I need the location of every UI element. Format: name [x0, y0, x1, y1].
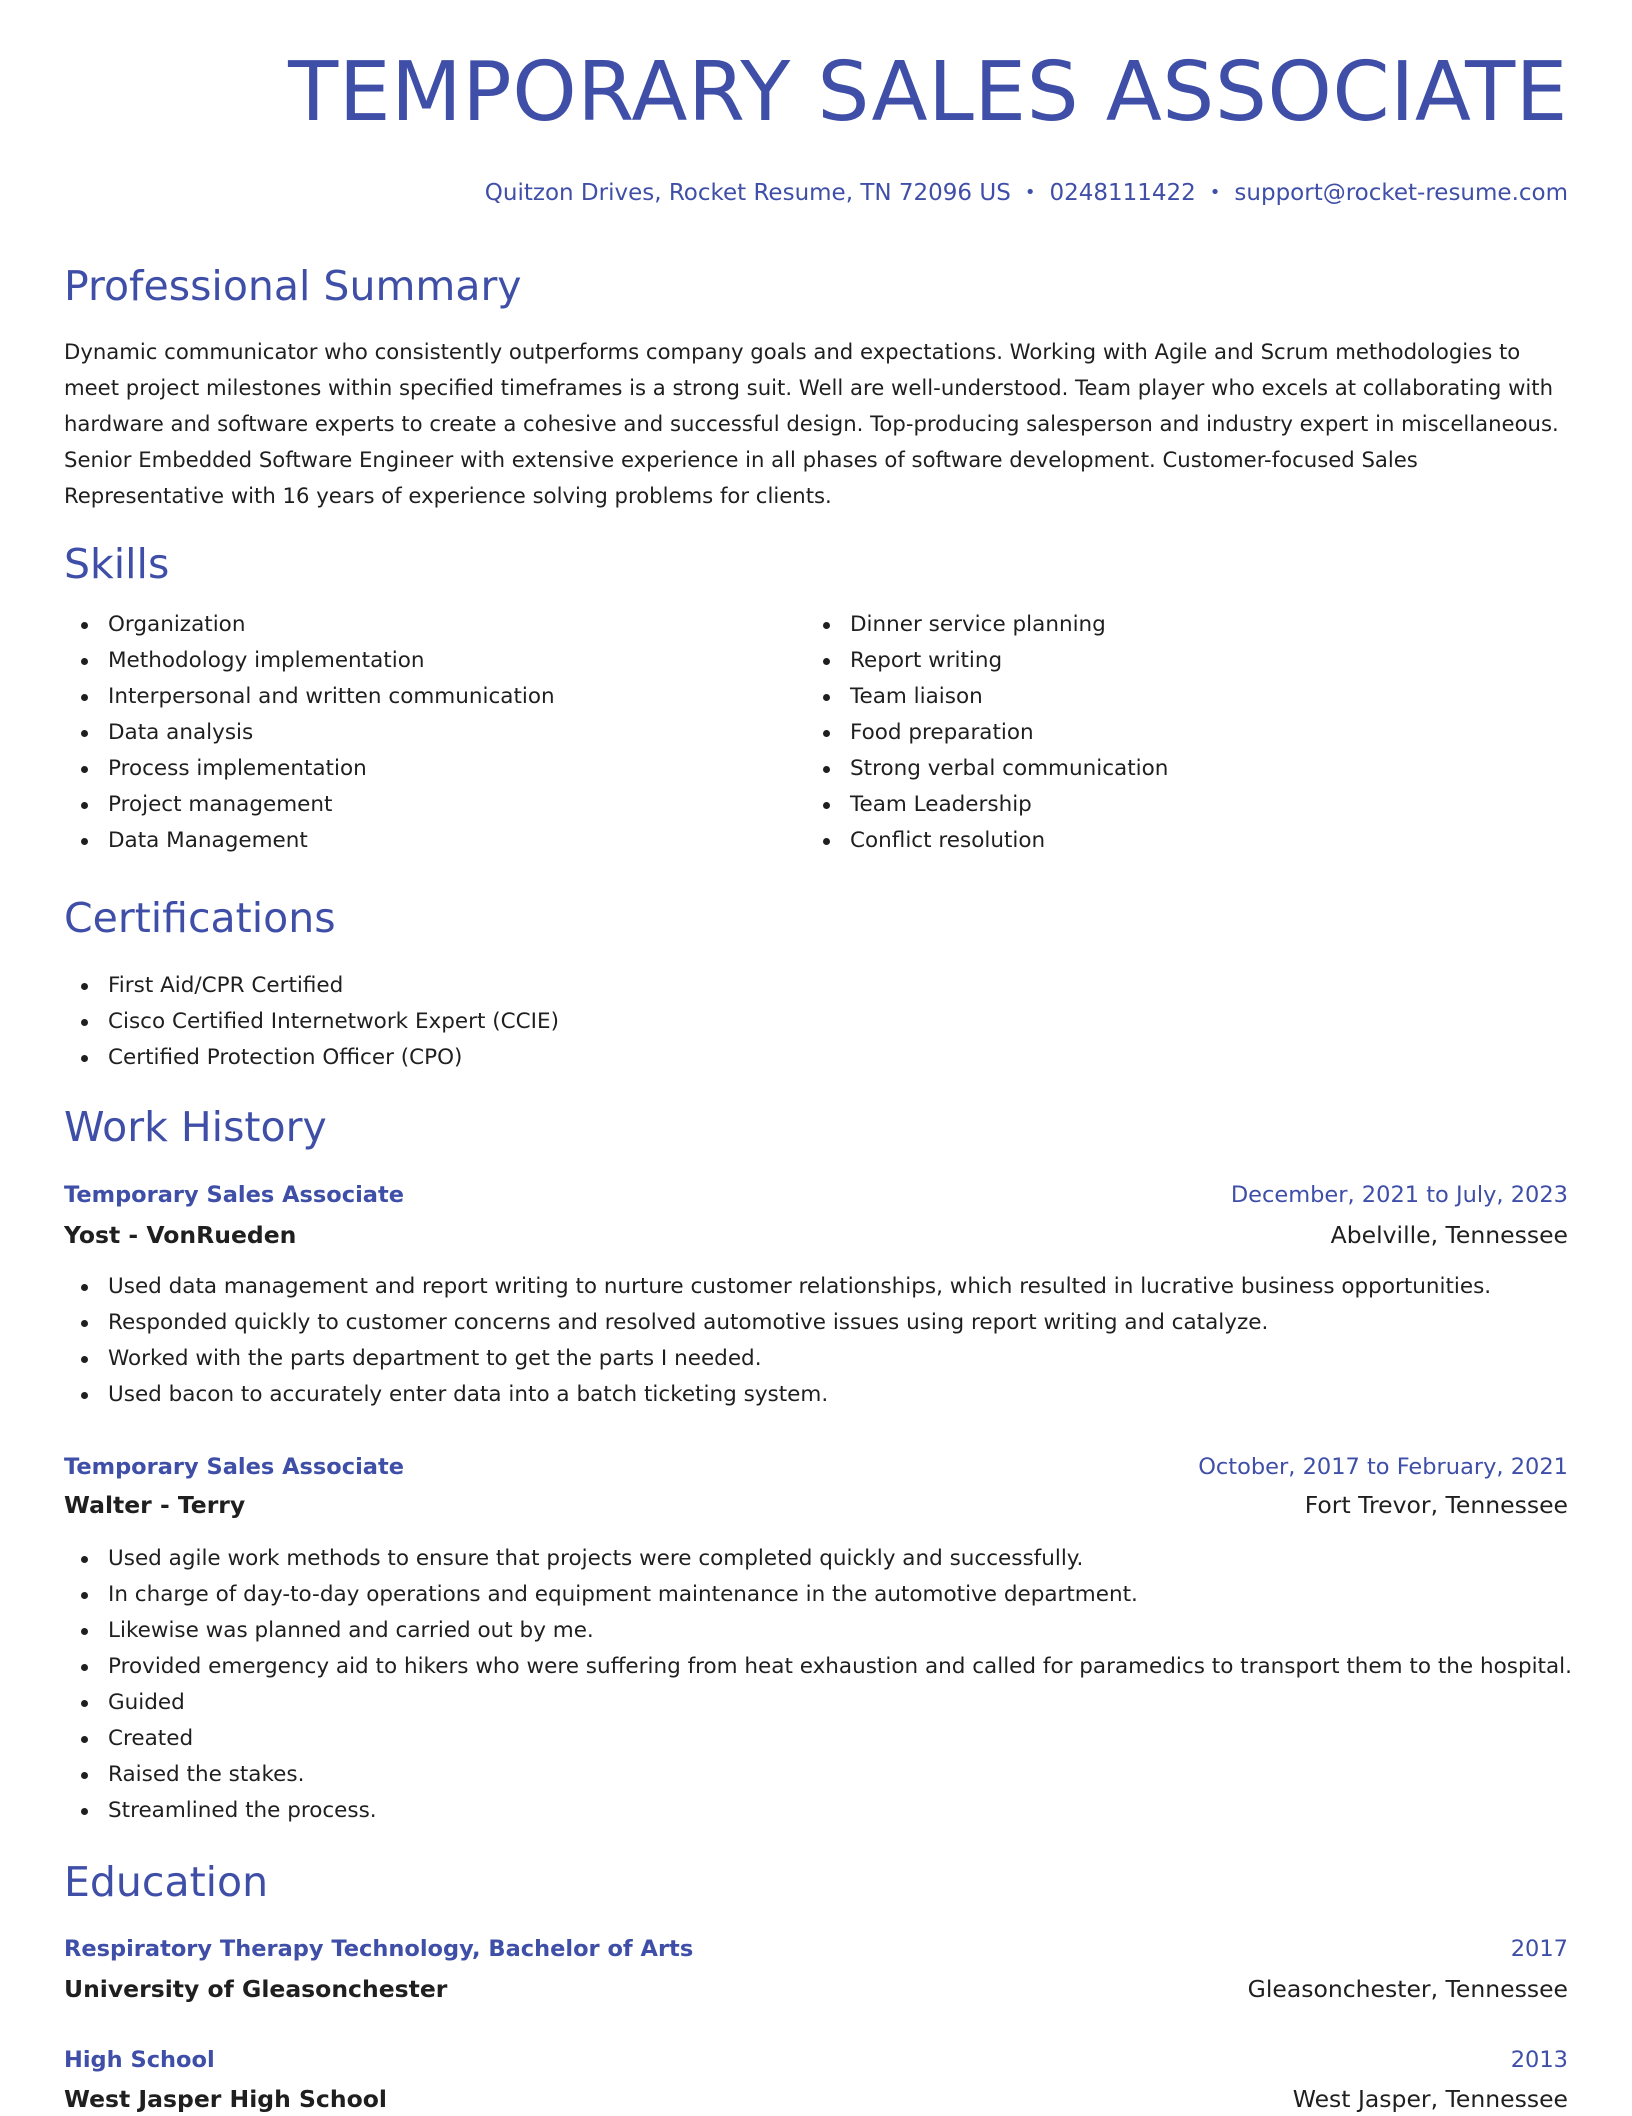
job-duty: Guided	[64, 1685, 1572, 1721]
contact-separator: •	[1209, 182, 1221, 203]
education-school-row	[64, 1972, 1568, 2006]
job-duty: Worked with the parts department to get the parts I needed.	[64, 1341, 1491, 1377]
job-company: Walter - Terry	[64, 1491, 246, 1519]
job-duty: Created	[64, 1721, 1572, 1757]
education-school: University of Gleasonchester	[64, 1975, 448, 2003]
skills-list-left	[64, 607, 555, 859]
job-company-row	[64, 1488, 1568, 1522]
job-title: Temporary Sales Associate	[64, 1182, 404, 1208]
education-school-row	[64, 2082, 1568, 2116]
certifications-list	[64, 968, 559, 1076]
skill-item: Team Leadership	[806, 787, 1168, 823]
job-duty: Responded quickly to customer concerns and resolved automotive issues using report writing and catalyze.	[64, 1305, 1491, 1341]
skill-item: Process implementation	[64, 751, 555, 787]
job-duties-list	[64, 1269, 1491, 1413]
work-history-heading: Work History	[64, 1103, 327, 1151]
job-header	[64, 1178, 1568, 1212]
skill-item: Data analysis	[64, 715, 555, 751]
education-location: West Jasper, Tennessee	[1292, 2085, 1568, 2113]
job-duty: Used agile work methods to ensure that projects were completed quickly and successfully.	[64, 1541, 1572, 1577]
education-degree: High School	[64, 2047, 215, 2073]
certification-item: Cisco Certified Internetwork Expert (CCIE)	[64, 1004, 559, 1040]
skills-heading: Skills	[64, 540, 170, 588]
education-year: 2013	[1510, 2047, 1568, 2073]
skill-item: Dinner service planning	[806, 607, 1168, 643]
skill-item: Conflict resolution	[806, 823, 1168, 859]
job-header	[64, 1450, 1568, 1484]
job-duty: Provided emergency aid to hikers who were suffering from heat exhaustion and called for paramedics to transport them to the hospital.	[64, 1649, 1572, 1685]
skill-item: Data Management	[64, 823, 555, 859]
job-location: Abelville, Tennessee	[1330, 1221, 1568, 1249]
job-company: Yost - VonRueden	[64, 1221, 297, 1249]
job-title: Temporary Sales Associate	[64, 1454, 404, 1480]
job-duties-list	[64, 1541, 1572, 1829]
education-degree: Respiratory Therapy Technology, Bachelor of Arts	[64, 1936, 694, 1962]
contact-email[interactable]: support@rocket-resume.com	[1234, 180, 1568, 206]
summary-heading: Professional Summary	[64, 262, 522, 310]
skill-item: Project management	[64, 787, 555, 823]
skill-item: Report writing	[806, 643, 1168, 679]
job-duty: Used bacon to accurately enter data into a batch ticketing system.	[64, 1377, 1491, 1413]
education-school: West Jasper High School	[64, 2085, 387, 2113]
job-dates: December, 2021 to July, 2023	[1230, 1182, 1568, 1208]
certification-item: Certified Protection Officer (CPO)	[64, 1040, 559, 1076]
job-duty: In charge of day-to-day operations and equipment maintenance in the automotive department.	[64, 1577, 1572, 1613]
skill-item: Team liaison	[806, 679, 1168, 715]
skill-item: Organization	[64, 607, 555, 643]
skill-item: Strong verbal communication	[806, 751, 1168, 787]
summary-text: Dynamic communicator who consistently outperforms company goals and expectations. Working with Agile and Scrum methodologies to meet project milestones within specified timeframes is a strong suit. Well are well-understood. Team player who excels at collaborating with hardware and software experts to create a cohesive and successful design. Top-producing salesperson and industry expert in miscellaneous. Senior Embedded Software Engineer with extensive experience in all phases of software development. Customer-focused Sales Representative with 16 years of experience solving problems for clients.	[64, 339, 1559, 508]
skill-item: Food preparation	[806, 715, 1168, 751]
job-duty: Likewise was planned and carried out by me.	[64, 1613, 1572, 1649]
education-header	[64, 2043, 1568, 2077]
education-location: Gleasonchester, Tennessee	[1247, 1975, 1568, 2003]
skill-item: Methodology implementation	[64, 643, 555, 679]
certification-item: First Aid/CPR Certified	[64, 968, 559, 1004]
job-duty: Raised the stakes.	[64, 1757, 1572, 1793]
skill-item: Interpersonal and written communication	[64, 679, 555, 715]
job-duty: Used data management and report writing to nurture customer relationships, which resulted in lucrative business opportunities.	[64, 1269, 1491, 1305]
job-location: Fort Trevor, Tennessee	[1304, 1491, 1568, 1519]
resume-title: TEMPORARY SALES ASSOCIATE	[288, 45, 1568, 140]
certifications-heading: Certifications	[64, 894, 336, 942]
education-header	[64, 1932, 1568, 1966]
skills-list-right	[806, 607, 1168, 859]
job-duty: Streamlined the process.	[64, 1793, 1572, 1829]
job-company-row	[64, 1218, 1568, 1252]
contact-line	[485, 182, 1568, 205]
job-dates: October, 2017 to February, 2021	[1198, 1454, 1568, 1480]
contact-address: Quitzon Drives, Rocket Resume, TN 72096 US	[484, 180, 1011, 206]
contact-phone[interactable]: 0248111422	[1049, 180, 1196, 206]
education-year: 2017	[1510, 1936, 1568, 1962]
contact-separator: •	[1024, 182, 1036, 203]
education-heading: Education	[64, 1858, 269, 1906]
